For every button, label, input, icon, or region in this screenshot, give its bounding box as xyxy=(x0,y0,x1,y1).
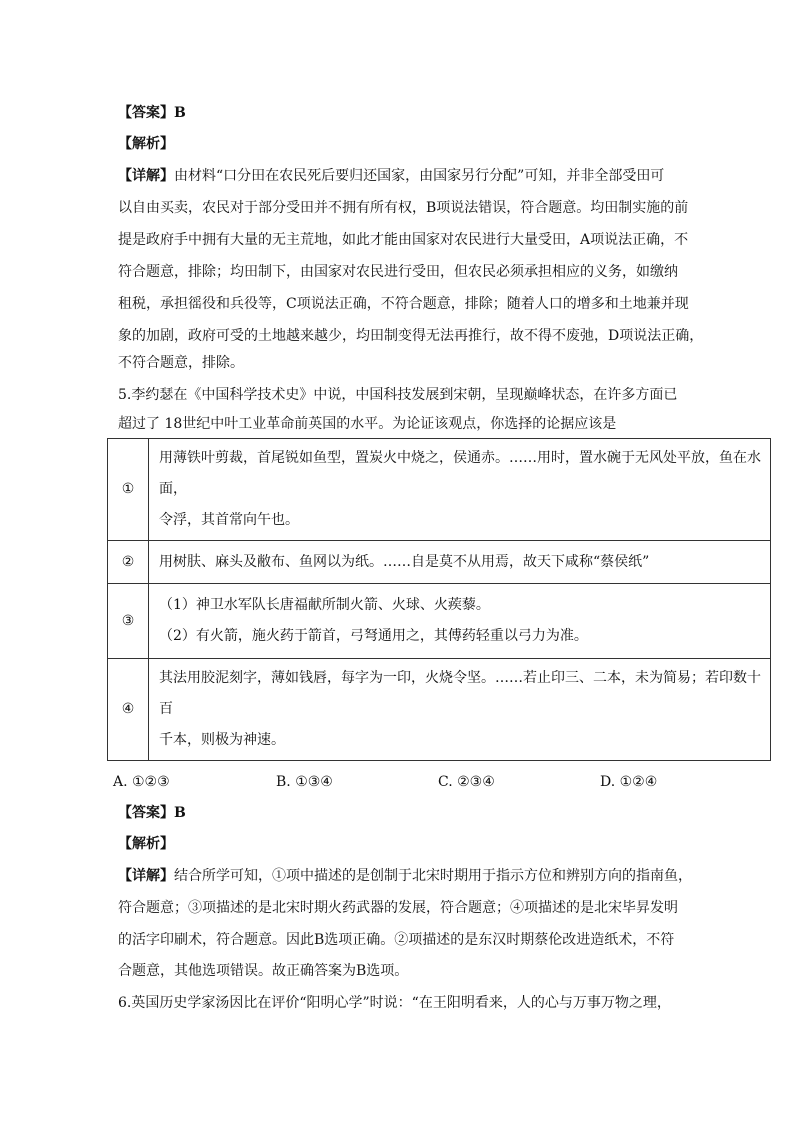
choice-c: C. ②③④ xyxy=(438,774,495,790)
q4-detail-line-7: 不符合题意，排除。 xyxy=(118,355,244,371)
choice-a: A. ①②③ xyxy=(113,774,170,790)
row-text-line: 用树肤、麻头及敝布、鱼网以为纸。……自是莫不从用焉，故天下咸称“蔡侯纸” xyxy=(159,553,650,570)
q5-analysis-label: 【解析】 xyxy=(118,836,174,852)
q5-evidence-table xyxy=(107,438,771,761)
row-text xyxy=(149,584,771,659)
row-number: ② xyxy=(108,541,149,584)
q4-detail-text: 由材料“口分田在农民死后要归还国家，由国家另行分配”可知，并非全部受田可 xyxy=(174,168,665,184)
row-text xyxy=(149,439,771,541)
row-text-line: （2）有火箭，施火药于箭首，弓弩通用之，其傅药轻重以弓力为准。 xyxy=(159,628,588,644)
row-text-line: 其法用胶泥刻字，薄如钱唇，每字为一印，火烧令坚。……若止印三、二本，未为简易；若印数十百 xyxy=(159,670,761,717)
row-text xyxy=(149,541,771,584)
q5-detail-line-1 xyxy=(118,866,692,886)
q5-detail-line-3: 的活字印刷术，符合题意。因此B选项正确。②项描述的是东汉时期蔡伦改进造纸术，不符 xyxy=(118,932,675,948)
q4-detail-line-1 xyxy=(118,166,664,186)
row-text-line: 千本，则极为神速。 xyxy=(159,732,285,748)
q4-detail-line-2: 以自由买卖，农民对于部分受田并不拥有所有权，B项说法错误，符合题意。均田制实施的前 xyxy=(118,200,689,216)
row-text-line: 用薄铁叶剪裁，首尾锐如鱼型，置炭火中烧之，侯通赤。……用时，置水碗于无风处平放，鱼在水面， xyxy=(159,450,761,497)
q4-answer: 【答案】B xyxy=(118,105,186,121)
q5-stem-line-2: 超过了 18世纪中叶工业革命前英国的水平。为论证该观点，你选择的论据应该是 xyxy=(118,416,617,432)
q6-stem: 6.英国历史学家汤因比在评价“阳明心学”时说：“在王阳明看来，人的心与万事万物之理， xyxy=(118,995,671,1011)
q5-detail-tag: 【详解】 xyxy=(118,868,174,884)
q4-detail-line-5: 租税，承担徭役和兵役等，C项说法正确，不符合题意，排除；随着人口的增多和土地兼并现 xyxy=(118,296,689,312)
q5-answer: 【答案】B xyxy=(118,805,186,821)
q4-detail-line-3: 提是政府手中拥有大量的无主荒地，如此才能由国家对农民进行大量受田，A项说法正确，不 xyxy=(118,232,689,248)
table-row xyxy=(108,541,771,584)
row-number: ③ xyxy=(108,584,149,659)
q4-detail-line-6: 象的加剧，政府可受的土地越来越少，均田制变得无法再推行，故不得不废弛，D项说法正确， xyxy=(118,328,704,344)
q4-detail-tag: 【详解】 xyxy=(118,168,174,184)
choice-b: B. ①③④ xyxy=(276,774,333,790)
table-row xyxy=(108,439,771,541)
q5-detail-line-4: 合题意，其他选项错误。故正确答案为B选项。 xyxy=(118,963,409,979)
row-text-line: （1）神卫水军队长唐福献所制火箭、火球、火蒺藜。 xyxy=(159,597,490,613)
q5-stem-line-1: 5.李约瑟在《中国科学技术史》中说，中国科技发展到宋朝，呈现巅峰状态，在许多方面已 xyxy=(118,387,678,403)
q5-detail-text: 结合所学可知，①项中描述的是创制于北宋时期用于指示方位和辨别方向的指南鱼， xyxy=(174,868,692,884)
choice-d: D. ①②④ xyxy=(600,774,658,790)
row-text-line: 令浮，其首常向午也。 xyxy=(159,512,299,528)
q4-analysis-label: 【解析】 xyxy=(118,136,174,152)
q4-detail-line-4: 符合题意，排除；均田制下，由国家对农民进行受田，但农民必须承担相应的义务，如缴纳 xyxy=(118,264,678,280)
row-text xyxy=(149,659,771,761)
table-row xyxy=(108,659,771,761)
q5-detail-line-2: 符合题意；③项描述的是北宋时期火药武器的发展，符合题意；④项描述的是北宋毕昇发明 xyxy=(118,900,678,916)
row-number: ④ xyxy=(108,659,149,761)
row-number: ① xyxy=(108,439,149,541)
table-row xyxy=(108,584,771,659)
